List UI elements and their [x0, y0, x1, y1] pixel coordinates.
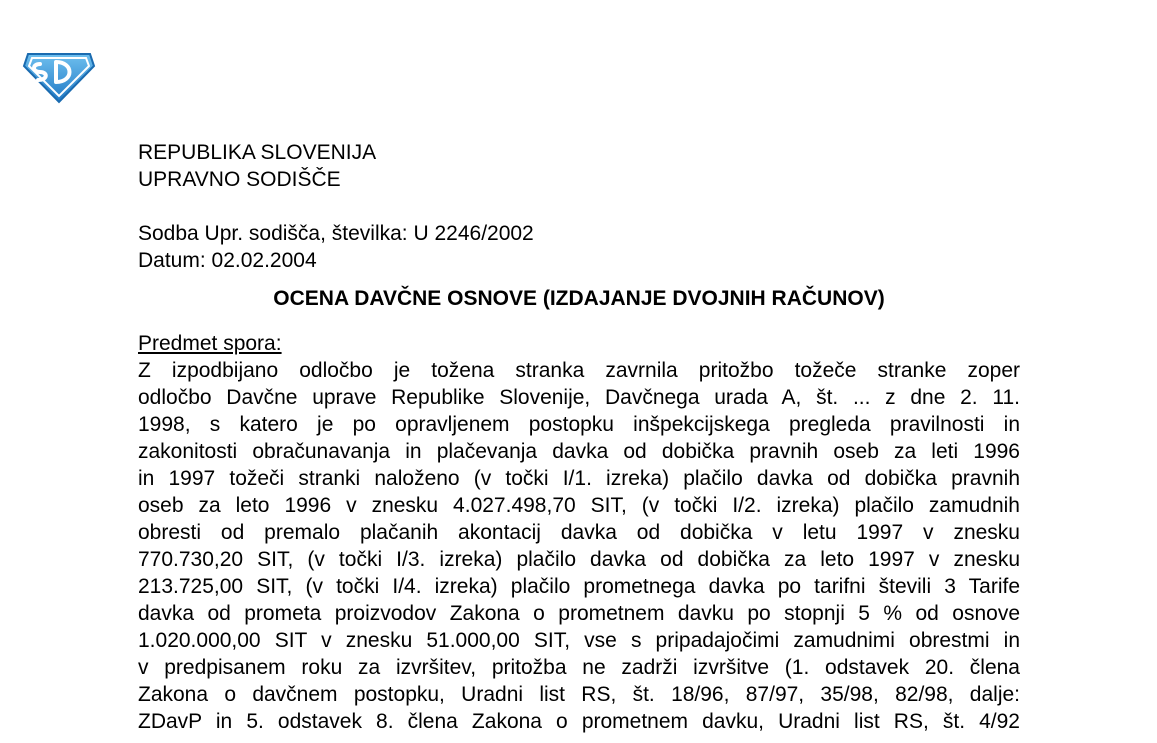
paragraph-line: Zakona o davčnem postopku, Uradni list RS, št. 18/96, 87/97, 35/98, 82/98, dalje:: [138, 683, 1020, 706]
case-date: Datum: 02.02.2004: [138, 249, 317, 272]
paragraph-line: 770.730,20 SIT, (v točki I/3. izreka) plačilo davka od dobička za leto 1997 v znesku: [138, 548, 1020, 571]
paragraph-line: davka od prometa proizvodov Zakona o prometnem davku po stopnji 5 % od osnove: [138, 602, 1020, 625]
paragraph-line: odločbo Davčne uprave Republike Slovenije, Davčnega urada A, št. ... z dne 2. 11.: [138, 386, 1020, 409]
republic-heading: REPUBLIKA SLOVENIJA: [138, 141, 377, 164]
document-body: [138, 139, 1020, 735]
paragraph-line: 1998, s katero je po opravljenem postopku inšpekcijskega pregleda pravilnosti in: [138, 413, 1020, 436]
paragraph-line: in 1997 tožeči stranki naloženo (v točki I/1. izreka) plačilo davka od dobička pravnih: [138, 467, 1020, 490]
subject-paragraph: [138, 357, 1020, 735]
paragraph-line: 213.725,00 SIT, (v točki I/4. izreka) plačilo prometnega davka po tarifni števili 3 Tarife: [138, 575, 1020, 598]
paragraph-line: obresti od premalo plačanih akontacij davka od dobička v letu 1997 v znesku: [138, 521, 1020, 544]
paragraph-line: 1.020.000,00 SIT v znesku 51.000,00 SIT, vse s pripadajočimi zamudnimi obrestmi in: [138, 629, 1020, 652]
paragraph-line: v predpisanem roku za izvršitev, pritožba ne zadrži izvršitve (1. odstavek 20. člena: [138, 656, 1020, 679]
supreme-court-shield-logo-icon: [22, 48, 96, 104]
paragraph-line: ZDavP in 5. odstavek 8. člena Zakona o prometnem davku, Uradni list RS, št. 4/92: [138, 710, 1020, 733]
paragraph-line: zakonitosti obračunavanja in plačevanja davka od dobička pravnih oseb za leti 1996: [138, 440, 1020, 463]
case-number: Sodba Upr. sodišča, številka: U 2246/2002: [138, 222, 534, 245]
paragraph-line: Z izpodbijano odločbo je tožena stranka zavrnila pritožbo tožeče stranke zoper: [138, 359, 1020, 382]
court-logo: [22, 48, 96, 104]
paragraph-line: oseb za leto 1996 v znesku 4.027.498,70 SIT, (v točki I/2. izreka) plačilo zamudnih: [138, 494, 1020, 517]
document-title: OCENA DAVČNE OSNOVE (IZDAJANJE DVOJNIH RAČUNOV): [273, 287, 885, 310]
subject-heading: Predmet spora:: [138, 332, 282, 355]
court-heading: UPRAVNO SODIŠČE: [138, 168, 341, 191]
